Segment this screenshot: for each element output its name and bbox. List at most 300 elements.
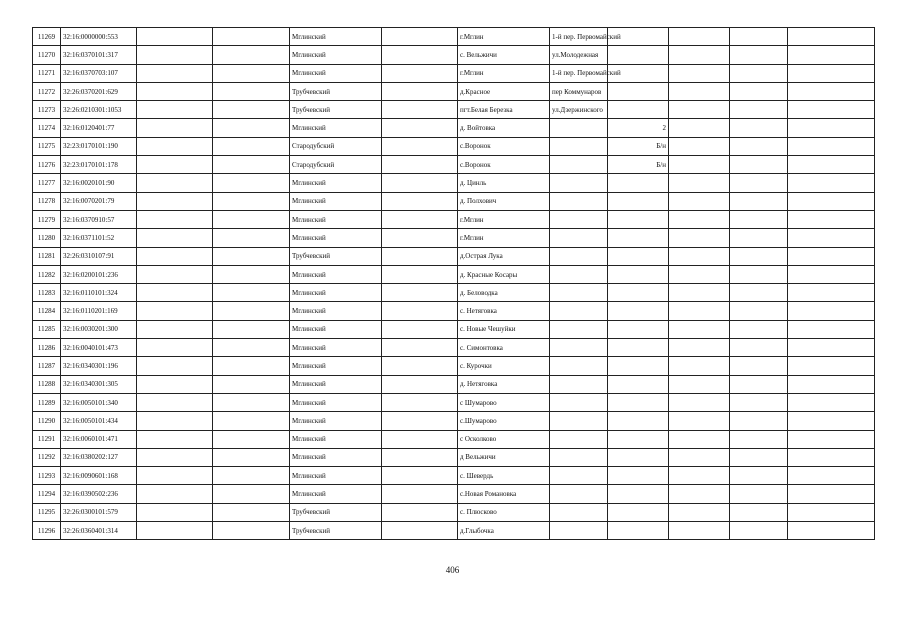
empty-cell [669, 82, 730, 100]
house-number-cell [608, 46, 669, 64]
empty-cell [669, 119, 730, 137]
row-number-cell: 11278 [33, 192, 61, 210]
empty-cell [137, 412, 213, 430]
empty-cell [669, 393, 730, 411]
empty-cell [730, 101, 788, 119]
street-cell [550, 485, 608, 503]
empty-cell [213, 229, 290, 247]
district-cell: Трубчевский [290, 522, 382, 540]
empty-cell [382, 412, 458, 430]
table-body [33, 28, 875, 540]
table-row [33, 28, 875, 46]
empty-cell [213, 375, 290, 393]
empty-cell [137, 375, 213, 393]
street-cell [550, 284, 608, 302]
settlement-cell: д. Полхович [458, 192, 550, 210]
row-number-cell: 11289 [33, 393, 61, 411]
row-number-cell: 11283 [33, 284, 61, 302]
row-number-cell: 11275 [33, 137, 61, 155]
empty-cell [730, 247, 788, 265]
table-row [33, 522, 875, 540]
empty-cell [788, 229, 875, 247]
table-row [33, 210, 875, 228]
street-cell [550, 210, 608, 228]
empty-cell [137, 503, 213, 521]
empty-cell [213, 485, 290, 503]
empty-cell [382, 119, 458, 137]
empty-cell [669, 284, 730, 302]
row-number-cell: 11288 [33, 375, 61, 393]
empty-cell [669, 28, 730, 46]
table-row [33, 357, 875, 375]
table-row [33, 339, 875, 357]
empty-cell [137, 28, 213, 46]
settlement-cell: д. Войтовка [458, 119, 550, 137]
house-number-cell [608, 174, 669, 192]
house-number-cell [608, 284, 669, 302]
house-number-cell [608, 375, 669, 393]
empty-cell [788, 503, 875, 521]
settlement-cell: с. Симонтовка [458, 339, 550, 357]
empty-cell [137, 156, 213, 174]
street-cell [550, 247, 608, 265]
empty-cell [137, 467, 213, 485]
empty-cell [788, 101, 875, 119]
empty-cell [730, 229, 788, 247]
house-number-cell [608, 247, 669, 265]
empty-cell [382, 485, 458, 503]
district-cell: Трубчевский [290, 101, 382, 119]
street-cell [550, 375, 608, 393]
street-cell [550, 174, 608, 192]
empty-cell [382, 393, 458, 411]
empty-cell [213, 339, 290, 357]
cadastral-number-cell: 32:16:0371101:52 [61, 229, 137, 247]
empty-cell [788, 522, 875, 540]
empty-cell [382, 156, 458, 174]
empty-cell [382, 174, 458, 192]
house-number-cell [608, 357, 669, 375]
cadastral-number-cell: 32:16:0030201:300 [61, 320, 137, 338]
empty-cell [788, 82, 875, 100]
street-cell [550, 522, 608, 540]
empty-cell [730, 320, 788, 338]
empty-cell [213, 247, 290, 265]
empty-cell [669, 265, 730, 283]
empty-cell [137, 174, 213, 192]
empty-cell [213, 137, 290, 155]
empty-cell [382, 357, 458, 375]
empty-cell [730, 174, 788, 192]
row-number-cell: 11269 [33, 28, 61, 46]
settlement-cell: д.Красное [458, 82, 550, 100]
empty-cell [382, 229, 458, 247]
empty-cell [669, 320, 730, 338]
street-cell [550, 448, 608, 466]
table-row [33, 412, 875, 430]
empty-cell [788, 448, 875, 466]
settlement-cell: с. Вельжичи [458, 46, 550, 64]
district-cell: Мглинский [290, 265, 382, 283]
table-row [33, 82, 875, 100]
table-row [33, 448, 875, 466]
house-number-cell [608, 210, 669, 228]
settlement-cell: с. Плюсково [458, 503, 550, 521]
district-cell: Мглинский [290, 192, 382, 210]
cadastral-number-cell: 32:16:0020101:90 [61, 174, 137, 192]
empty-cell [213, 46, 290, 64]
row-number-cell: 11296 [33, 522, 61, 540]
empty-cell [213, 174, 290, 192]
row-number-cell: 11291 [33, 430, 61, 448]
empty-cell [730, 119, 788, 137]
empty-cell [788, 320, 875, 338]
empty-cell [213, 430, 290, 448]
settlement-cell: с.Воронок [458, 137, 550, 155]
empty-cell [788, 339, 875, 357]
empty-cell [669, 375, 730, 393]
house-number-cell [608, 412, 669, 430]
empty-cell [788, 284, 875, 302]
cadastral-number-cell: 32:23:0170101:190 [61, 137, 137, 155]
empty-cell [788, 46, 875, 64]
table-row [33, 302, 875, 320]
empty-cell [213, 448, 290, 466]
row-number-cell: 11292 [33, 448, 61, 466]
empty-cell [669, 522, 730, 540]
table-row [33, 375, 875, 393]
street-cell [550, 503, 608, 521]
cadastral-number-cell: 32:26:0360401:314 [61, 522, 137, 540]
settlement-cell: г.Мглин [458, 210, 550, 228]
empty-cell [669, 137, 730, 155]
settlement-cell: д. Беловодка [458, 284, 550, 302]
house-number-cell [608, 101, 669, 119]
empty-cell [213, 82, 290, 100]
row-number-cell: 11277 [33, 174, 61, 192]
row-number-cell: 11270 [33, 46, 61, 64]
empty-cell [382, 320, 458, 338]
table-row [33, 485, 875, 503]
street-cell [550, 320, 608, 338]
empty-cell [669, 339, 730, 357]
empty-cell [788, 412, 875, 430]
cadastral-number-cell: 32:16:0110201:169 [61, 302, 137, 320]
house-number-cell [608, 448, 669, 466]
table-row [33, 503, 875, 521]
row-number-cell: 11287 [33, 357, 61, 375]
district-cell: Мглинский [290, 339, 382, 357]
empty-cell [382, 448, 458, 466]
settlement-cell: с. Новые Чешуйки [458, 320, 550, 338]
street-cell [550, 357, 608, 375]
empty-cell [730, 46, 788, 64]
house-number-cell: Б/н [608, 156, 669, 174]
empty-cell [382, 210, 458, 228]
cadastral-number-cell: 32:16:0120401:77 [61, 119, 137, 137]
empty-cell [137, 357, 213, 375]
empty-cell [137, 119, 213, 137]
cadastral-number-cell: 32:26:0210301:1053 [61, 101, 137, 119]
table-row [33, 119, 875, 137]
table-row [33, 467, 875, 485]
empty-cell [669, 101, 730, 119]
empty-cell [730, 375, 788, 393]
empty-cell [669, 156, 730, 174]
house-number-cell [608, 229, 669, 247]
empty-cell [730, 339, 788, 357]
empty-cell [213, 156, 290, 174]
empty-cell [213, 357, 290, 375]
house-number-cell [608, 320, 669, 338]
street-cell [550, 265, 608, 283]
empty-cell [669, 357, 730, 375]
table-row [33, 46, 875, 64]
settlement-cell: д. Красные Косары [458, 265, 550, 283]
street-cell [550, 339, 608, 357]
empty-cell [213, 393, 290, 411]
empty-cell [213, 320, 290, 338]
empty-cell [669, 430, 730, 448]
district-cell: Мглинский [290, 64, 382, 82]
empty-cell [730, 485, 788, 503]
empty-cell [669, 302, 730, 320]
table-row [33, 284, 875, 302]
empty-cell [137, 46, 213, 64]
district-cell: Мглинский [290, 46, 382, 64]
empty-cell [137, 265, 213, 283]
empty-cell [382, 522, 458, 540]
empty-cell [137, 82, 213, 100]
empty-cell [137, 64, 213, 82]
empty-cell [788, 28, 875, 46]
street-cell: ул.Дзержинского [550, 101, 608, 119]
table-row [33, 320, 875, 338]
district-cell: Мглинский [290, 430, 382, 448]
row-number-cell: 11271 [33, 64, 61, 82]
table-row [33, 229, 875, 247]
street-cell [550, 137, 608, 155]
cadastral-number-cell: 32:26:0370201:629 [61, 82, 137, 100]
cadastral-number-cell: 32:26:0300101:579 [61, 503, 137, 521]
settlement-cell: г.Мглин [458, 28, 550, 46]
empty-cell [382, 503, 458, 521]
empty-cell [788, 119, 875, 137]
empty-cell [213, 467, 290, 485]
district-cell: Мглинский [290, 357, 382, 375]
table-row [33, 64, 875, 82]
empty-cell [382, 302, 458, 320]
empty-cell [730, 430, 788, 448]
house-number-cell [608, 467, 669, 485]
empty-cell [382, 284, 458, 302]
settlement-cell: д.Глыбочка [458, 522, 550, 540]
empty-cell [382, 101, 458, 119]
house-number-cell [608, 393, 669, 411]
empty-cell [730, 393, 788, 411]
empty-cell [669, 229, 730, 247]
empty-cell [730, 522, 788, 540]
empty-cell [382, 265, 458, 283]
empty-cell [137, 430, 213, 448]
street-cell [550, 393, 608, 411]
empty-cell [730, 28, 788, 46]
row-number-cell: 11274 [33, 119, 61, 137]
empty-cell [137, 485, 213, 503]
empty-cell [788, 247, 875, 265]
street-cell: ул.Молодежная [550, 46, 608, 64]
row-number-cell: 11282 [33, 265, 61, 283]
cadastral-number-cell: 32:23:0170101:178 [61, 156, 137, 174]
empty-cell [137, 192, 213, 210]
row-number-cell: 11293 [33, 467, 61, 485]
district-cell: Мглинский [290, 320, 382, 338]
empty-cell [137, 320, 213, 338]
empty-cell [382, 28, 458, 46]
row-number-cell: 11279 [33, 210, 61, 228]
empty-cell [382, 137, 458, 155]
empty-cell [382, 46, 458, 64]
cadastral-number-cell: 32:16:0090601:168 [61, 467, 137, 485]
empty-cell [730, 156, 788, 174]
empty-cell [669, 412, 730, 430]
empty-cell [213, 192, 290, 210]
district-cell: Стародубский [290, 156, 382, 174]
district-cell: Мглинский [290, 302, 382, 320]
empty-cell [730, 137, 788, 155]
empty-cell [382, 247, 458, 265]
empty-cell [137, 247, 213, 265]
district-cell: Стародубский [290, 137, 382, 155]
district-cell: Мглинский [290, 393, 382, 411]
district-cell: Мглинский [290, 174, 382, 192]
table-row [33, 265, 875, 283]
table-row [33, 174, 875, 192]
street-cell [550, 467, 608, 485]
settlement-cell: с.Воронок [458, 156, 550, 174]
empty-cell [137, 522, 213, 540]
street-cell [550, 412, 608, 430]
district-cell: Трубчевский [290, 503, 382, 521]
settlement-cell: с. Нетяговка [458, 302, 550, 320]
empty-cell [213, 64, 290, 82]
district-cell: Мглинский [290, 485, 382, 503]
empty-cell [213, 28, 290, 46]
street-cell [550, 302, 608, 320]
empty-cell [213, 119, 290, 137]
street-cell: пер Коммунаров [550, 82, 608, 100]
cadastral-number-cell: 32:16:0370703:107 [61, 64, 137, 82]
empty-cell [730, 192, 788, 210]
house-number-cell: 2 [608, 119, 669, 137]
empty-cell [788, 375, 875, 393]
settlement-cell: с. Шевердь [458, 467, 550, 485]
table-row [33, 247, 875, 265]
empty-cell [669, 485, 730, 503]
street-cell [550, 430, 608, 448]
empty-cell [788, 156, 875, 174]
empty-cell [382, 430, 458, 448]
empty-cell [213, 101, 290, 119]
cadastral-number-cell: 32:16:0050101:340 [61, 393, 137, 411]
empty-cell [788, 137, 875, 155]
empty-cell [788, 393, 875, 411]
empty-cell [730, 302, 788, 320]
empty-cell [213, 302, 290, 320]
empty-cell [382, 82, 458, 100]
cadastral-number-cell: 32:16:0370101:317 [61, 46, 137, 64]
empty-cell [382, 64, 458, 82]
empty-cell [137, 210, 213, 228]
street-cell: 1-й пер. Первомайский [550, 64, 608, 82]
row-number-cell: 11272 [33, 82, 61, 100]
row-number-cell: 11290 [33, 412, 61, 430]
empty-cell [788, 64, 875, 82]
empty-cell [137, 302, 213, 320]
settlement-cell: д.Острая Лука [458, 247, 550, 265]
empty-cell [730, 64, 788, 82]
empty-cell [730, 448, 788, 466]
settlement-cell: с. Курочки [458, 357, 550, 375]
house-number-cell [608, 430, 669, 448]
house-number-cell: Б/н [608, 137, 669, 155]
street-cell [550, 119, 608, 137]
empty-cell [788, 467, 875, 485]
cadastral-number-cell: 32:16:0200101:236 [61, 265, 137, 283]
empty-cell [730, 467, 788, 485]
empty-cell [788, 265, 875, 283]
table-row [33, 156, 875, 174]
empty-cell [669, 210, 730, 228]
empty-cell [788, 192, 875, 210]
empty-cell [788, 174, 875, 192]
district-cell: Трубчевский [290, 247, 382, 265]
house-number-cell [608, 485, 669, 503]
row-number-cell: 11280 [33, 229, 61, 247]
registry-table [32, 27, 875, 540]
settlement-cell: д Вельжичи [458, 448, 550, 466]
settlement-cell: с Шумарово [458, 393, 550, 411]
empty-cell [137, 229, 213, 247]
district-cell: Мглинский [290, 229, 382, 247]
house-number-cell [608, 503, 669, 521]
page-number: 406 [445, 565, 460, 575]
empty-cell [730, 357, 788, 375]
district-cell: Мглинский [290, 448, 382, 466]
empty-cell [730, 82, 788, 100]
row-number-cell: 11295 [33, 503, 61, 521]
row-number-cell: 11286 [33, 339, 61, 357]
empty-cell [730, 284, 788, 302]
empty-cell [137, 393, 213, 411]
empty-cell [730, 503, 788, 521]
row-number-cell: 11284 [33, 302, 61, 320]
cadastral-number-cell: 32:16:0110101:324 [61, 284, 137, 302]
district-cell: Мглинский [290, 28, 382, 46]
table-row [33, 430, 875, 448]
settlement-cell: д. Нетяговка [458, 375, 550, 393]
house-number-cell [608, 339, 669, 357]
street-cell [550, 156, 608, 174]
empty-cell [730, 210, 788, 228]
house-number-cell [608, 82, 669, 100]
table-row [33, 393, 875, 411]
settlement-cell: с.Новая Романовка [458, 485, 550, 503]
district-cell: Трубчевский [290, 82, 382, 100]
empty-cell [213, 522, 290, 540]
district-cell: Мглинский [290, 119, 382, 137]
house-number-cell [608, 192, 669, 210]
